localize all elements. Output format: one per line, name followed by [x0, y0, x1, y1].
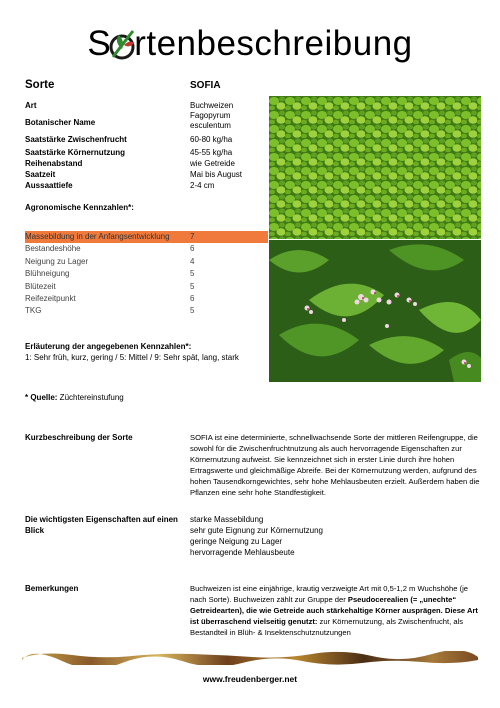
kennzahl-value: 6 [190, 294, 195, 303]
kennzahl-name: Neigung zu Lager [25, 257, 89, 266]
kennzahl-value: 7 [190, 232, 195, 241]
bemerkungen-text-part: Buchweizen ist eine einjährige, krautig verzweigte Art mit 0,5-1,2 m Wuchshöhe (je nach Sorte). Buchweizen zählt zur Gruppe der [190, 584, 469, 604]
logo-icon [111, 24, 134, 64]
kennzahl-value: 5 [190, 269, 195, 278]
kennzahl-name: Reifezeitpunkt [25, 294, 76, 303]
kennzahl-value: 4 [190, 257, 195, 266]
fact-value: Buchweizen [190, 101, 234, 110]
eigenschaften-label: Die wichtigsten Eigenschaften auf einen Blick [25, 515, 178, 535]
kennzahl-name: Blütezeit [25, 282, 56, 291]
fact-label: Aussaattiefe [25, 181, 73, 190]
kennzahl-value: 5 [190, 306, 195, 315]
kennzahl-name: Blühneigung [25, 269, 70, 278]
kennzahl-row [25, 293, 268, 305]
fact-value: Fagopyrum esculentum [190, 111, 231, 130]
photo-field-leaves [269, 96, 481, 239]
erlaeuterung-text: 1: Sehr früh, kurz, gering / 5: Mittel / 9: Sehr spät, lang, stark [25, 353, 239, 362]
kennzahl-value: 5 [190, 282, 195, 291]
kennzahl-name: Massebildung in der Anfangsentwicklung [25, 232, 170, 241]
erlaeuterung-heading: Erläuterung der angegebenen Kennzahlen*: [25, 342, 192, 351]
bemerkungen-text-part: zur Körnernutzung, als Zwischenfrucht, als Bestandteil in Blüh- & Insektenschutznutzungen [190, 617, 464, 637]
fact-value: Mai bis August [190, 170, 243, 179]
kennzahl-row [25, 256, 268, 268]
kennzahl-row-highlighted [25, 231, 268, 243]
kurzbeschreibung-text: SOFIA ist eine determinierte, schnellwachsende Sorte der mittleren Reifengruppe, die sowohl für die Zwischenfruchtnutzung als auch hervorragende Eigenschaften zur Körnernutzung aufweist. Sie kennzeichnet sich in erster Linie durch ihre hohen Ertragswerte und gleichmäßige Abreife. Bei der Körnernutzung werden, aufgrund des hohen Tausendkorngewichtes, sehr hohe Mehlausbeuten erzielt. Außerdem haben die Pflanzen eine sehr hohe Standfestigkeit. [190, 433, 480, 497]
page-title [0, 24, 500, 64]
kennzahl-name: Bestandeshöhe [25, 244, 81, 253]
photo-buckwheat-flowers [269, 240, 481, 382]
eigenschaft-item: starke Massebildung [190, 515, 264, 524]
fact-label: Saatzeit [25, 170, 56, 179]
quelle-label: * Quelle: [25, 393, 58, 402]
bemerkungen-text [190, 583, 480, 638]
fact-label: Saatstärke Zwischenfrucht [25, 135, 127, 144]
kennzahl-name: TKG [25, 306, 42, 315]
kennzahl-value: 6 [190, 244, 195, 253]
fact-label: Saatstärke Körnernutzung [25, 148, 126, 157]
sorte-label: Sorte [25, 79, 55, 91]
eigenschaft-item: sehr gute Eignung zur Körnernutzung [190, 526, 323, 535]
bemerkungen-text-bold: Pseudocerealien (= „unechte“ Getreidearten), die wie Getreide auch stärkehaltige Körner ausprägen. Diese Art ist überraschend vielseitig genutzt: [190, 595, 478, 626]
quelle-line [25, 393, 124, 402]
bemerkungen-label: Bemerkungen [25, 584, 79, 593]
fact-value: 45-55 kg/ha [190, 148, 233, 157]
fact-label: Art [25, 101, 37, 110]
kennzahl-row [25, 305, 268, 317]
variety-name: SOFIA [190, 80, 221, 91]
title-rest: rtenbeschreibung [134, 24, 413, 63]
eigenschaften-list [190, 514, 323, 558]
fact-value: 2-4 cm [190, 181, 215, 190]
fact-label: Botanischer Name [25, 118, 96, 127]
eigenschaft-item: hervorragende Mehlausbeute [190, 548, 295, 557]
kennzahl-row [25, 281, 268, 293]
fact-value: wie Getreide [190, 159, 235, 168]
kurzbeschreibung-label: Kurzbeschreibung der Sorte [25, 433, 133, 442]
kennzahlen-heading: Agronomische Kennzahlen*: [25, 203, 134, 212]
eigenschaft-item: geringe Neigung zu Lager [190, 537, 283, 546]
kennzahl-row [25, 268, 268, 280]
grain-band-image [22, 651, 478, 665]
fact-label: Reihenabstand [25, 159, 83, 168]
kennzahl-row [25, 243, 268, 255]
quelle-value: Züchtereinstufung [57, 393, 124, 402]
title-letter-s: S [87, 24, 112, 63]
fact-value: 60-80 kg/ha [190, 135, 233, 144]
footer-url[interactable]: www.freudenberger.net [202, 674, 298, 684]
